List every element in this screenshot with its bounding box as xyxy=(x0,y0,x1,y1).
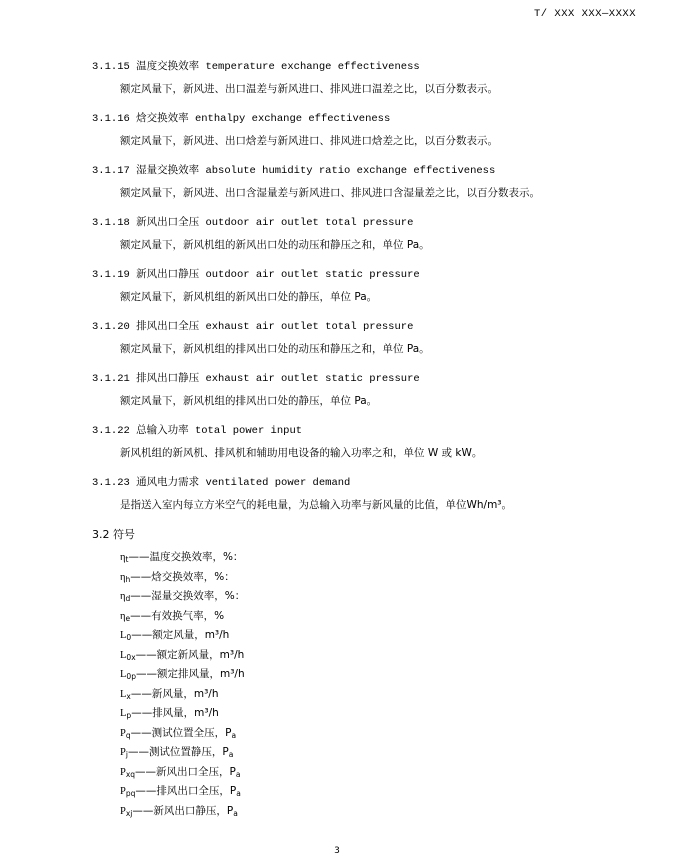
symbol-subscript: t xyxy=(125,555,129,564)
clause-body: 额定风量下，新风机组的新风出口处的动压和静压之和，单位 Pa。 xyxy=(120,239,430,251)
symbol-description-subscript: a xyxy=(233,808,238,818)
symbol-subscript: d xyxy=(125,594,131,603)
symbol-glyph: L xyxy=(120,630,127,641)
symbol-glyph: P xyxy=(120,727,126,739)
clause-number: 3.1.17 xyxy=(92,165,130,177)
clause-title xyxy=(92,368,592,389)
symbol-subscript: 0 xyxy=(126,633,132,642)
symbol-description-subscript: a xyxy=(236,789,241,798)
list-item xyxy=(120,569,592,589)
list-item xyxy=(120,783,592,803)
clause-term-cn: 总输入功率 xyxy=(136,424,189,436)
clause-3-1-18 xyxy=(92,212,592,255)
clause-number: 3.1.18 xyxy=(92,217,130,229)
clause-3-1-15 xyxy=(92,56,592,99)
clause-term-cn: 排风出口静压 xyxy=(136,372,200,384)
clause-3-1-19 xyxy=(92,264,592,307)
symbol-subscript: xq xyxy=(125,769,136,779)
clause-number: 3.1.22 xyxy=(92,425,130,437)
clause-title xyxy=(92,108,592,129)
clause-term-en: absolute humidity ratio exchange effectiveness xyxy=(205,165,496,177)
symbol-glyph: η xyxy=(120,610,126,622)
clause-term-cn: 温度交换效率 xyxy=(136,60,200,72)
symbol-subscript: 0p xyxy=(126,672,136,681)
clause-body: 新风机组的新风机、排风机和辅助用电设备的输入功率之和，单位 W 或 kW。 xyxy=(120,447,483,459)
clause-term-en: total power input xyxy=(194,425,303,437)
list-item xyxy=(120,666,592,686)
clause-3-1-17 xyxy=(92,160,592,203)
clause-3-1-22 xyxy=(92,420,592,463)
symbol-glyph: P xyxy=(120,786,126,797)
list-item xyxy=(120,588,592,608)
symbol-list xyxy=(120,549,592,822)
symbol-description-subscript: a xyxy=(231,730,237,740)
section-title: 符号 xyxy=(113,528,135,541)
symbol-glyph: η xyxy=(120,591,126,602)
symbol-description: ——有效换气率，% xyxy=(130,609,225,622)
symbol-description: ——额定风量，m³/h xyxy=(131,629,230,641)
page-header-standard-code: T/ XXX XXX—XXXX xyxy=(533,8,636,20)
clause-title xyxy=(92,56,592,77)
symbol-subscript: q xyxy=(125,730,131,740)
symbol-subscript: pq xyxy=(125,789,136,798)
list-item xyxy=(120,549,592,569)
symbol-subscript: 0x xyxy=(126,652,136,662)
clause-3-1-21 xyxy=(92,368,592,411)
symbol-description: ——新风出口全压，P xyxy=(135,765,236,778)
clause-number: 3.1.16 xyxy=(92,113,130,125)
list-item xyxy=(120,627,592,647)
clause-body: 是指送入室内每立方米空气的耗电量，为总输入功率与新风量的比值，单位Wh/m³。 xyxy=(120,499,513,511)
symbol-subscript: j xyxy=(125,750,128,759)
symbol-subscript: xj xyxy=(125,808,133,818)
list-item xyxy=(120,686,592,706)
clause-3-1-20 xyxy=(92,316,592,359)
clause-term-en: ventilated power demand xyxy=(205,477,351,489)
document-content xyxy=(92,56,592,822)
clause-number: 3.1.21 xyxy=(92,373,130,385)
symbol-description: ——额定新风量，m³/h xyxy=(135,648,245,661)
clause-body: 额定风量下，新风进、出口温差与新风进口、排风进口温差之比，以百分数表示。 xyxy=(120,83,498,95)
clause-term-en: outdoor air outlet total pressure xyxy=(205,217,414,229)
symbol-glyph: L xyxy=(120,649,127,661)
symbol-description: ——新风量，m³/h xyxy=(130,687,219,700)
clause-term-cn: 焓交换效率 xyxy=(136,112,189,124)
clause-title xyxy=(92,264,592,285)
clause-body: 额定风量下，新风进、出口含湿量差与新风进口、排风进口含湿量差之比，以百分数表示。 xyxy=(120,187,540,199)
symbol-glyph: η xyxy=(120,571,126,583)
symbol-description-subscript: a xyxy=(235,769,241,779)
clause-term-en: temperature exchange effectiveness xyxy=(205,61,420,73)
symbol-subscript: p xyxy=(126,711,132,720)
list-item xyxy=(120,744,592,764)
section-number: 3.2 xyxy=(92,528,110,541)
list-item xyxy=(120,608,592,628)
clause-title xyxy=(92,316,592,337)
clause-title xyxy=(92,472,592,493)
symbol-subscript: x xyxy=(126,691,131,701)
clause-term-cn: 排风出口全压 xyxy=(136,320,200,332)
list-item xyxy=(120,705,592,725)
list-item xyxy=(120,725,592,745)
clause-term-en: exhaust air outlet total pressure xyxy=(205,321,414,333)
clause-number: 3.1.15 xyxy=(92,61,130,73)
clause-term-cn: 新风出口静压 xyxy=(136,268,200,280)
clause-title xyxy=(92,160,592,181)
clause-title xyxy=(92,420,592,441)
symbol-glyph: P xyxy=(120,805,126,817)
symbol-description: ——额定排风量，m³/h xyxy=(135,668,245,680)
clause-title xyxy=(92,212,592,233)
page-number: 3 xyxy=(334,846,340,856)
symbol-glyph: η xyxy=(120,552,126,563)
clause-body: 额定风量下，新风机组的排风出口处的动压和静压之和，单位 Pa。 xyxy=(120,343,430,355)
symbol-glyph: P xyxy=(120,766,126,778)
clause-term-cn: 通风电力需求 xyxy=(136,476,200,488)
symbol-description: ——排风出口全压，P xyxy=(135,785,237,797)
symbol-glyph: L xyxy=(120,708,127,719)
symbol-description: ——测试位置全压，P xyxy=(130,726,232,739)
section-heading-symbols xyxy=(92,525,592,545)
clause-term-en: enthalpy exchange effectiveness xyxy=(194,113,391,125)
clause-term-cn: 湿量交换效率 xyxy=(136,164,200,176)
clause-number: 3.1.19 xyxy=(92,269,130,281)
symbol-glyph: L xyxy=(120,669,127,680)
clause-3-1-16 xyxy=(92,108,592,151)
symbol-subscript: h xyxy=(125,574,131,584)
symbol-description: ——温度交换效率，%： xyxy=(128,551,244,563)
symbol-description: ——湿量交换效率，%： xyxy=(130,590,246,602)
symbol-description: ——测试位置静压，P xyxy=(127,746,229,758)
list-item xyxy=(120,764,592,784)
clause-body: 额定风量下，新风机组的排风出口处的静压，单位 Pa。 xyxy=(120,395,378,407)
symbol-glyph: L xyxy=(120,688,127,700)
symbol-description: ——新风出口静压，P xyxy=(132,804,234,817)
symbol-description: ——排风量，m³/h xyxy=(131,707,219,719)
clause-body: 额定风量下，新风机组的新风出口处的静压，单位 Pa。 xyxy=(120,291,378,303)
clause-3-1-23 xyxy=(92,472,592,515)
symbol-glyph: P xyxy=(120,747,126,758)
clause-term-en: exhaust air outlet static pressure xyxy=(205,373,420,385)
clause-term-en: outdoor air outlet static pressure xyxy=(205,269,420,281)
symbol-description: ——焓交换效率，%： xyxy=(130,570,235,583)
symbol-description-subscript: a xyxy=(228,750,234,759)
symbol-subscript: e xyxy=(125,613,131,623)
clause-body: 额定风量下，新风进、出口焓差与新风进口、排风进口焓差之比，以百分数表示。 xyxy=(120,135,498,147)
clause-number: 3.1.23 xyxy=(92,477,130,489)
clause-number: 3.1.20 xyxy=(92,321,130,333)
list-item xyxy=(120,803,592,823)
list-item xyxy=(120,647,592,667)
clause-term-cn: 新风出口全压 xyxy=(136,216,200,228)
